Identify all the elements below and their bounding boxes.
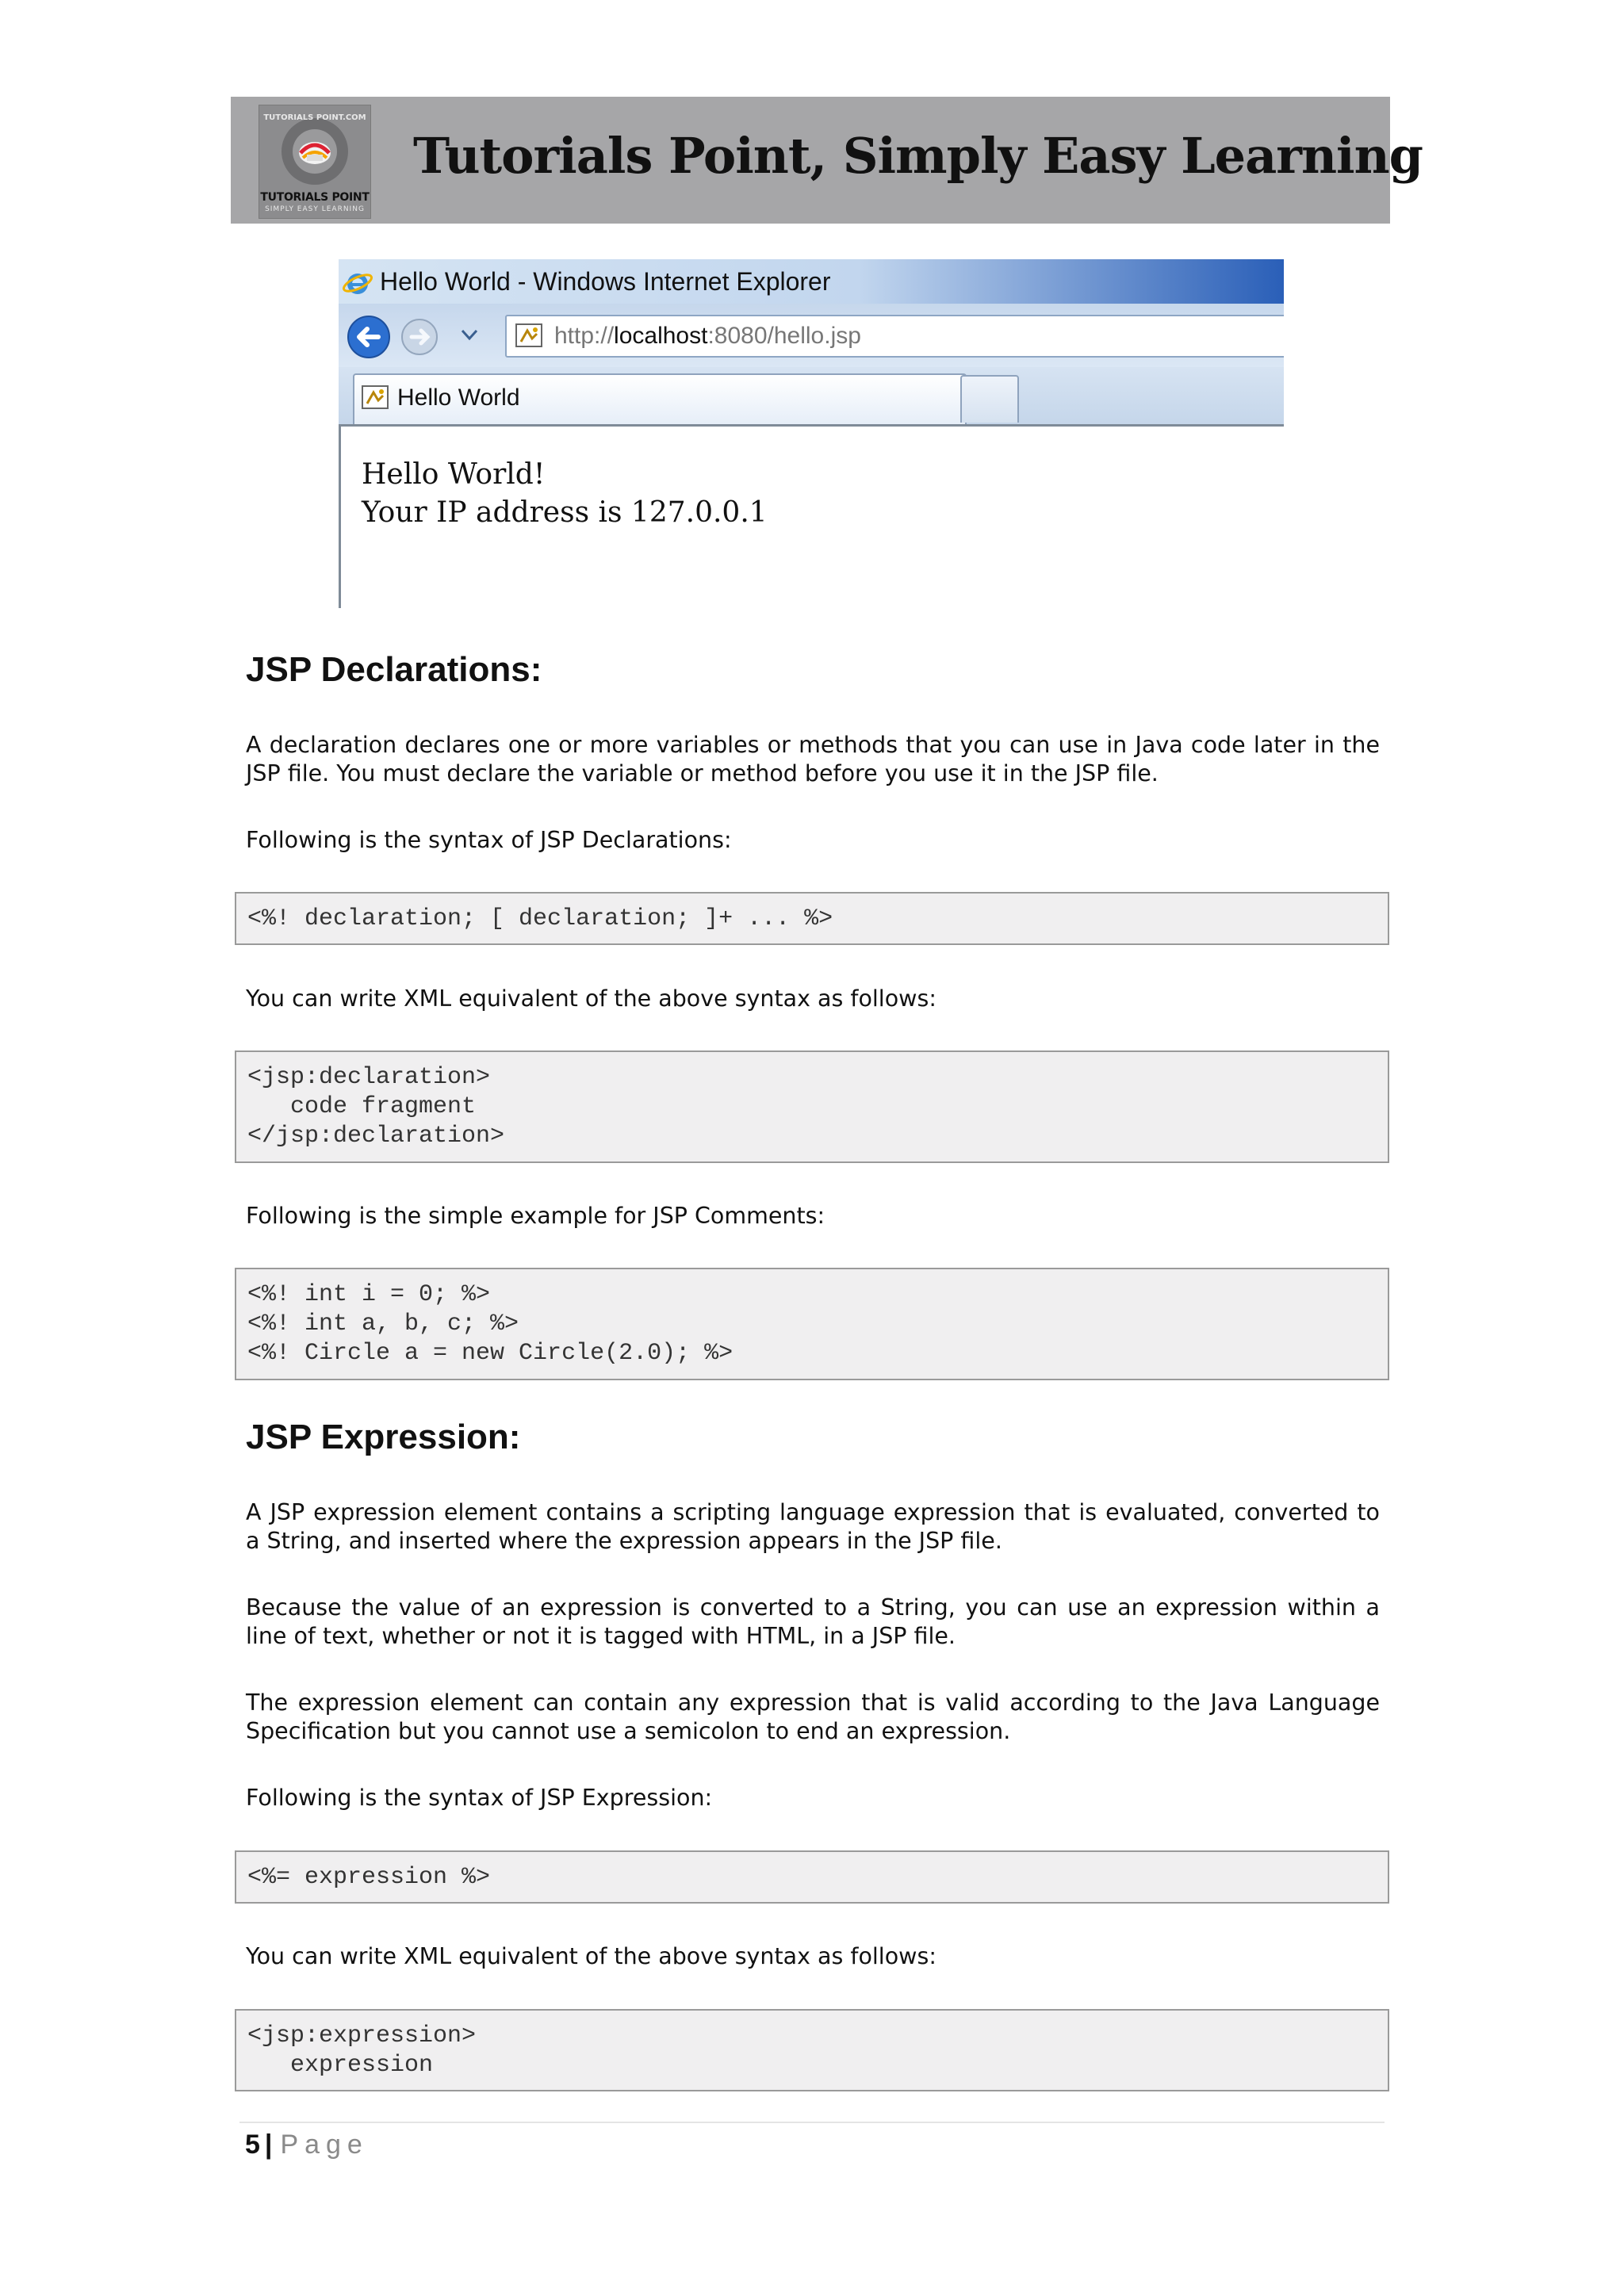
code-line: <jsp:expression> bbox=[247, 2022, 477, 2049]
paragraph: A JSP expression element contains a scripting language expression that is evaluated, converted to a String, and inserted where the expression appears in the JSP file. bbox=[246, 1499, 1380, 1554]
page-word: Page bbox=[280, 2130, 369, 2160]
paragraph: You can write XML equivalent of the above syntax as follows: bbox=[246, 1943, 936, 1969]
code-block bbox=[235, 1268, 1389, 1380]
browser-title-bar bbox=[339, 259, 1284, 304]
logo-ring-text: TUTORIALS POINT.COM bbox=[263, 113, 366, 122]
code-line: <%! int a, b, c; %> bbox=[247, 1311, 519, 1337]
section-heading-expression: JSP Expression: bbox=[246, 1418, 521, 1456]
footer-divider bbox=[239, 2122, 1385, 2123]
code-block bbox=[235, 892, 1389, 945]
page-favicon-icon bbox=[515, 323, 543, 348]
paragraph: You can write XML equivalent of the above syntax as follows: bbox=[246, 985, 936, 1012]
code-line: <%= expression %> bbox=[247, 1864, 491, 1891]
address-bar[interactable] bbox=[505, 315, 1284, 358]
content-line: Hello World! bbox=[362, 458, 546, 491]
code-block bbox=[235, 1850, 1389, 1904]
logo-emblem-icon bbox=[259, 105, 370, 191]
header-title: Tutorials Point, Simply Easy Learning bbox=[413, 127, 1423, 185]
section-heading-declarations: JSP Declarations: bbox=[246, 650, 542, 689]
history-dropdown-icon[interactable] bbox=[458, 326, 481, 345]
content-line: Your IP address is 127.0.0.1 bbox=[362, 496, 768, 529]
code-block bbox=[235, 2009, 1389, 2091]
forward-button-icon[interactable] bbox=[397, 315, 445, 359]
header-banner bbox=[231, 97, 1423, 224]
code-line: </jsp:declaration> bbox=[247, 1123, 505, 1150]
code-line: <%! int i = 0; %> bbox=[247, 1281, 491, 1308]
paragraph: A declaration declares one or more variables or methods that you can use in Java code later in the JSP file. You must declare the variable or method before you use it in the JSP file. bbox=[246, 732, 1380, 786]
code-line: <jsp:declaration> bbox=[247, 1064, 491, 1091]
logo-text: TUTORIALS POINT bbox=[260, 191, 370, 204]
new-tab-button[interactable] bbox=[960, 375, 1019, 423]
page-footer bbox=[245, 2130, 369, 2160]
paragraph: Because the value of an expression is converted to a String, you can use an expression within a line of text, whether or not it is tagged with HTML, in a JSP file. bbox=[246, 1594, 1380, 1649]
code-line: code fragment bbox=[247, 1093, 477, 1120]
browser-content bbox=[339, 427, 1284, 608]
page-number: 5 bbox=[245, 2130, 260, 2160]
browser-screenshot bbox=[339, 259, 1284, 608]
paragraph: Following is the syntax of JSP Expression: bbox=[246, 1785, 713, 1811]
address-url: http://localhost:8080/hello.jsp bbox=[554, 323, 861, 349]
tutorials-point-logo bbox=[259, 105, 371, 219]
tab-hello-world[interactable] bbox=[353, 373, 967, 424]
tab-favicon-icon bbox=[361, 385, 389, 410]
code-line: <%! declaration; [ declaration; ]+ ... %> bbox=[247, 905, 833, 932]
logo-subtext: SIMPLY EASY LEARNING bbox=[265, 205, 365, 213]
internet-explorer-icon bbox=[342, 269, 373, 297]
footer-separator: | bbox=[264, 2130, 273, 2160]
tab-label: Hello World bbox=[397, 385, 520, 411]
browser-window-title: Hello World - Windows Internet Explorer bbox=[380, 267, 831, 296]
code-line: expression bbox=[247, 2052, 434, 2079]
back-button-icon[interactable] bbox=[342, 315, 397, 359]
paragraph: Following is the syntax of JSP Declarations: bbox=[246, 827, 732, 853]
browser-tab-strip bbox=[339, 367, 1284, 427]
code-block bbox=[235, 1050, 1389, 1163]
code-line: <%! Circle a = new Circle(2.0); %> bbox=[247, 1340, 733, 1367]
paragraph: Following is the simple example for JSP Comments: bbox=[246, 1203, 825, 1229]
browser-nav-bar bbox=[339, 304, 1284, 367]
paragraph: The expression element can contain any expression that is valid according to the Java Language Specification but you cannot use a semicolon to end an expression. bbox=[246, 1689, 1380, 1744]
